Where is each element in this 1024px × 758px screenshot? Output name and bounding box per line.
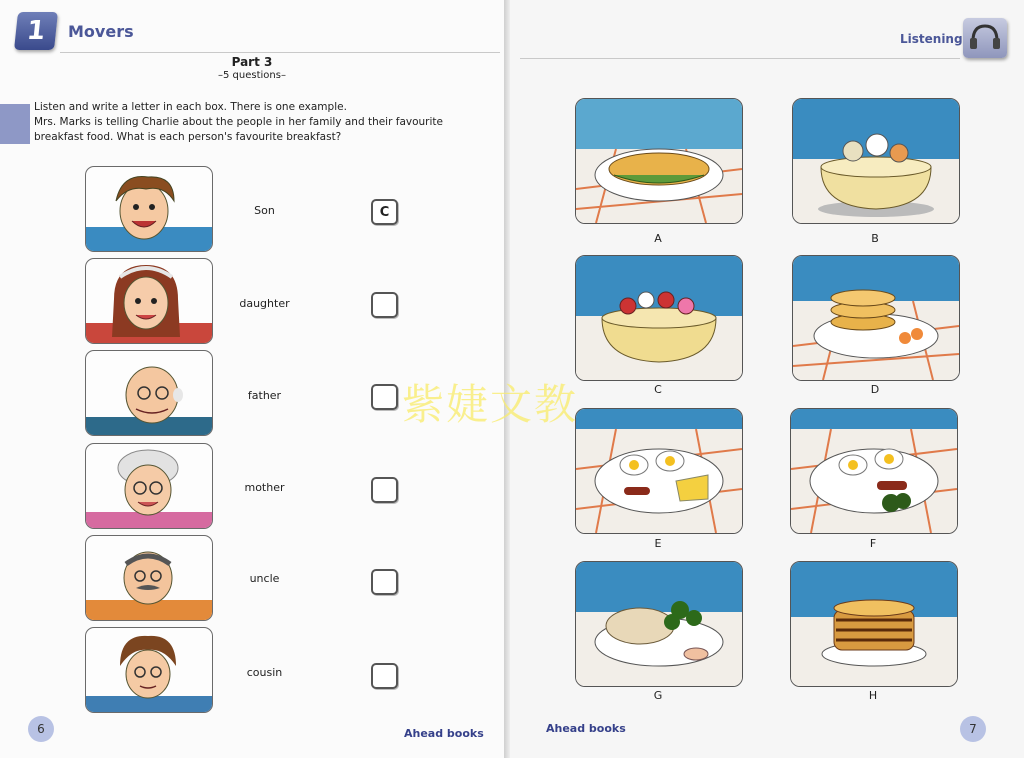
- unit-title: Movers: [68, 22, 134, 41]
- instruction-marker: [0, 104, 30, 144]
- food-label: D: [870, 383, 880, 396]
- watermark: 紫婕文教: [402, 380, 579, 429]
- food-label: G: [653, 689, 663, 702]
- unit-number-badge: 1: [14, 12, 58, 50]
- food-label: A: [654, 232, 662, 245]
- answer-box[interactable]: [371, 292, 398, 318]
- food-label: E: [654, 537, 662, 550]
- daughter-picture: [85, 258, 213, 344]
- pancake-stack-icon: [790, 561, 958, 687]
- publisher: Ahead books: [546, 722, 626, 735]
- father-picture: [85, 350, 213, 436]
- page-number: 7: [960, 716, 986, 742]
- instructions: [34, 100, 494, 145]
- section-title: Listening: [900, 32, 963, 46]
- header-divider: [60, 52, 500, 53]
- food-label: H: [868, 689, 878, 702]
- uncle-picture: [85, 535, 213, 621]
- cousin-picture: [85, 627, 213, 713]
- grandfather-face-icon: [86, 351, 212, 435]
- eggs-sausage-spinach-icon: [790, 408, 958, 534]
- page-number: 6: [28, 716, 54, 742]
- seafood-bowl-icon: [792, 98, 960, 224]
- answer-box[interactable]: C: [371, 199, 398, 225]
- boy-face-icon: [86, 167, 212, 251]
- grandmother-face-icon: [86, 444, 212, 528]
- pancakes-fruit-icon: [792, 255, 960, 381]
- food-label: B: [871, 232, 879, 245]
- answer-box[interactable]: [371, 477, 398, 503]
- son-picture: [85, 166, 213, 252]
- mother-picture: [85, 443, 213, 529]
- person-label: uncle: [249, 572, 280, 585]
- food-label: F: [869, 537, 877, 550]
- sandwich-icon: [575, 98, 743, 224]
- eggs-sausage-cheese-icon: [575, 408, 743, 534]
- instruction-line: Listen and write a letter in each box. There is one example.: [34, 101, 347, 113]
- person-label: mother: [244, 481, 285, 494]
- answer-box[interactable]: [371, 569, 398, 595]
- uncle-face-icon: [86, 536, 212, 620]
- person-label: Son: [254, 204, 275, 217]
- answer-box[interactable]: [371, 384, 398, 410]
- food-label: C: [654, 383, 662, 396]
- publisher: Ahead books: [404, 727, 484, 740]
- instruction-line: Mrs. Marks is telling Charlie about the people in her family and their favourite: [34, 116, 443, 128]
- part-subtitle: –5 questions–: [218, 70, 286, 81]
- header-divider: [520, 58, 960, 59]
- person-label: daughter: [239, 297, 290, 310]
- cousin-face-icon: [86, 628, 212, 712]
- girl-face-icon: [86, 259, 212, 343]
- instruction-line: breakfast food. What is each person's favourite breakfast?: [34, 131, 342, 143]
- person-label: father: [247, 389, 282, 402]
- part-title: Part 3: [231, 55, 273, 69]
- person-label: cousin: [246, 666, 283, 679]
- salad-bowl-icon: [575, 255, 743, 381]
- answer-box[interactable]: [371, 663, 398, 689]
- headphones-icon: [963, 18, 1007, 58]
- spaghetti-icon: [575, 561, 743, 687]
